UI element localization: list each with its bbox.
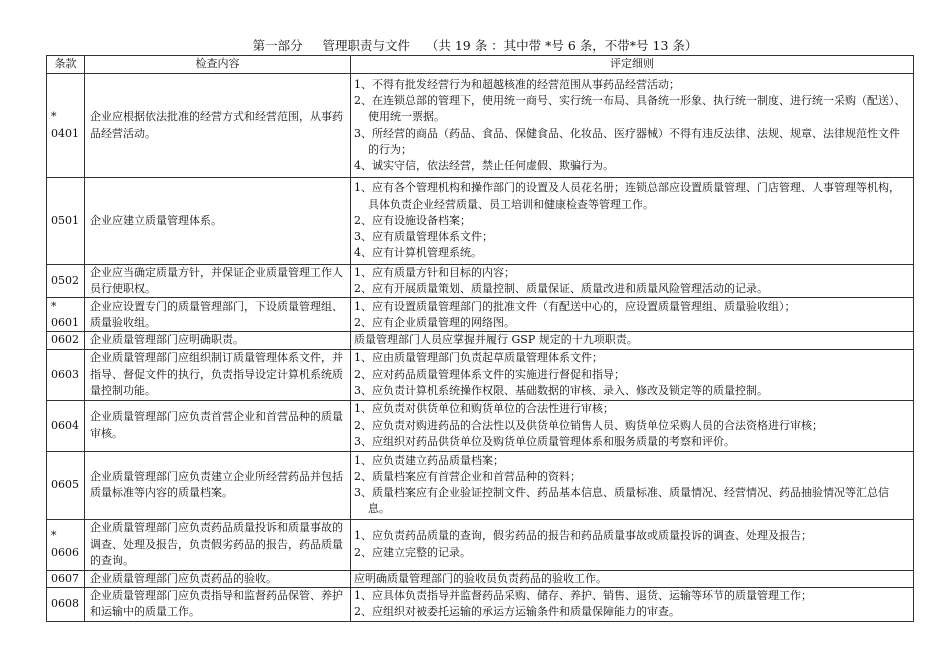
rule-item: 2、应负责对购进药品的合法性以及供货单位销售人员、购货单位采购人员的合法资格进行审核；	[354, 418, 823, 432]
clause-code-cell	[47, 451, 85, 519]
rule-item: 1、应负责药品质量的查询，假劣药品的报告和药品质量事故或质量投诉的调查、处理及报告；	[354, 529, 812, 543]
evaluation-rules-cell	[351, 400, 914, 451]
evaluation-rules-cell	[351, 298, 914, 332]
inspection-content-cell: 企业质量管理部门应负责药品的验收。	[85, 570, 351, 587]
clause-code-cell	[47, 519, 85, 570]
evaluation-rules-cell	[351, 587, 914, 621]
evaluation-rules-cell	[351, 265, 914, 298]
clause-code-cell	[47, 587, 85, 621]
evaluation-rules-cell	[351, 178, 914, 265]
clause-code-cell	[47, 570, 85, 587]
evaluation-rules-cell	[351, 519, 914, 570]
evaluation-rules-cell	[351, 349, 914, 400]
evaluation-rules-cell	[351, 332, 914, 349]
key-item-star: *	[51, 110, 57, 124]
clause-code: 0401	[51, 126, 79, 140]
clause-code-cell	[47, 178, 85, 265]
table-row	[47, 74, 914, 178]
rule-item: 质量管理部门人员应掌握并履行 GSP 规定的十九项职责。	[354, 333, 638, 347]
inspection-content-cell: 企业质量管理部门应明确职责。	[85, 332, 351, 349]
evaluation-rules-cell	[351, 570, 914, 587]
rule-item: 2、在连锁总部的管理下，使用统一商号、实行统一布局、具备统一形象、执行统一制度、进行统一采购（配送）、使用统一票据。	[354, 94, 906, 124]
inspection-content-cell: 企业应设置专门的质量管理部门，下设质量管理组、质量验收组。	[85, 298, 351, 332]
rule-item: 2、应有设施设备档案；	[354, 213, 471, 227]
table-row	[47, 519, 914, 570]
rule-item: 3、应组织对药品供货单位及购货单位质量管理体系和服务质量的考察和评价。	[354, 434, 735, 448]
header-evaluation-rules: 评定细则	[351, 56, 914, 74]
clause-code: 0601	[51, 315, 79, 329]
clause-code: 0605	[51, 478, 79, 491]
inspection-content-cell: 企业应建立质量管理体系。	[85, 178, 351, 265]
clause-code: 0606	[51, 545, 79, 559]
rule-item: 1、应具体负责指导并监督药品采购、储存、养护、销售、退货、运输等环节的质量管理工作；	[354, 589, 812, 603]
clause-code-cell	[47, 400, 85, 451]
rule-item: 2、应对药品质量管理体系文件的实施进行督促和指导；	[354, 367, 625, 381]
rule-item: 1、应由质量管理部门负责起草质量管理体系文件；	[354, 351, 603, 365]
table-row	[47, 400, 914, 451]
clause-code-cell	[47, 74, 85, 178]
clause-code: 0603	[51, 367, 79, 381]
rule-item: 1、应有质量方针和目标的内容；	[354, 266, 515, 279]
key-item-star: *	[51, 529, 57, 543]
clause-code-cell	[47, 349, 85, 400]
table-row	[47, 451, 914, 519]
clause-code-cell	[47, 265, 85, 298]
clause-code-cell	[47, 298, 85, 332]
inspection-content-cell: 企业应根据依法批准的经营方式和经营范围，从事药品经营活动。	[85, 74, 351, 178]
table-row	[47, 570, 914, 587]
rule-item: 4、应有计算机管理系统。	[354, 246, 482, 260]
clause-code: 0602	[51, 333, 79, 347]
table-row	[47, 349, 914, 400]
table-row	[47, 587, 914, 621]
table-row	[47, 265, 914, 298]
rule-item: 2、应有企业质量管理的网络图。	[354, 315, 515, 329]
inspection-content-cell: 企业质量管理部门应组织制订质量管理体系文件，并指导、督促文件的执行，负责指导设定计算机系统质量控制功能。	[85, 349, 351, 400]
rule-item: 1、应有设置质量管理部门的批准文件（有配送中心的，应设置质量管理组、质量验收组）；	[354, 299, 796, 313]
inspection-content-cell: 企业质量管理部门应负责首营企业和首营品种的质量审核。	[85, 400, 351, 451]
rule-item: 4、诚实守信，依法经营，禁止任何虚假、欺骗行为。	[354, 158, 614, 172]
rule-item: 2、应有开展质量策划、质量控制、质量保证、质量改进和质量风险管理活动的记录。	[354, 282, 768, 296]
table-body	[47, 74, 914, 622]
table-row	[47, 178, 914, 265]
key-item-star: *	[51, 299, 57, 313]
rule-item: 2、应建立完整的记录。	[354, 545, 471, 559]
inspection-content-cell: 企业质量管理部门应负责药品质量投诉和质量事故的调查、处理及报告，负责假劣药品的报告，药品质量的查询。	[85, 519, 351, 570]
rule-item: 2、质量档案应有首营企业和首营品种的资料；	[354, 469, 581, 483]
inspection-table	[46, 55, 914, 622]
clause-code: 0607	[51, 571, 79, 585]
rule-item: 2、应组织对被委托运输的承运方运输条件和质量保障能力的审查。	[354, 605, 680, 619]
clause-code: 0604	[51, 418, 79, 432]
clause-code: 0608	[51, 597, 79, 611]
header-clause: 条款	[47, 56, 85, 74]
rule-item: 3、应负责计算机系统操作权限、基础数据的审核、录入、修改及锁定等的质量控制。	[354, 383, 768, 397]
table-row	[47, 332, 914, 349]
rule-item: 3、应有质量管理体系文件；	[354, 230, 493, 244]
rule-item: 1、应负责对供货单位和购货单位的合法性进行审核；	[354, 402, 614, 416]
header-inspection-content: 检查内容	[85, 56, 351, 74]
rule-item: 1、应有各个管理机构和操作部门的设置及人员花名册；连锁总部应设置质量管理、门店管理、人事管理等机构，具体负责企业经营质量、员工培训和健康检查等管理工作。	[354, 181, 900, 211]
rule-item: 应明确质量管理部门的验收员负责药品的验收工作。	[354, 571, 607, 585]
rule-item: 3、所经营的商品（药品、食品、保健食品、化妆品、医疗器械）不得有违反法律、法规、规章、法律规范性文件的行为；	[354, 126, 900, 156]
page-title: 第一部分 管理职责与文件 （共 19 条 ：其中带 *号 6 条，不带*号 13 条）	[252, 38, 698, 53]
table-row	[47, 298, 914, 332]
inspection-content-cell: 企业质量管理部门应负责建立企业所经营药品并包括质量标准等内容的质量档案。	[85, 451, 351, 519]
evaluation-rules-cell	[351, 74, 914, 178]
clause-code: 0502	[51, 274, 79, 288]
clause-code: 0501	[51, 213, 79, 227]
rule-item: 1、应负责建立药品质量档案；	[354, 453, 504, 467]
evaluation-rules-cell	[351, 451, 914, 519]
inspection-content-cell: 企业质量管理部门应负责指导和监督药品保管、养护和运输中的质量工作。	[85, 587, 351, 621]
rule-item: 1、不得有批发经营行为和超越核准的经营范围从事药品经营活动；	[354, 77, 680, 91]
table-header-row	[47, 56, 914, 74]
inspection-content-cell: 企业应当确定质量方针，并保证企业质量管理工作人员行使职权。	[85, 265, 351, 298]
clause-code-cell	[47, 332, 85, 349]
rule-item: 3、质量档案应有企业验证控制文件、药品基本信息、质量标准、质量情况、经营情况、药品抽验情况等汇总信息。	[354, 486, 889, 516]
